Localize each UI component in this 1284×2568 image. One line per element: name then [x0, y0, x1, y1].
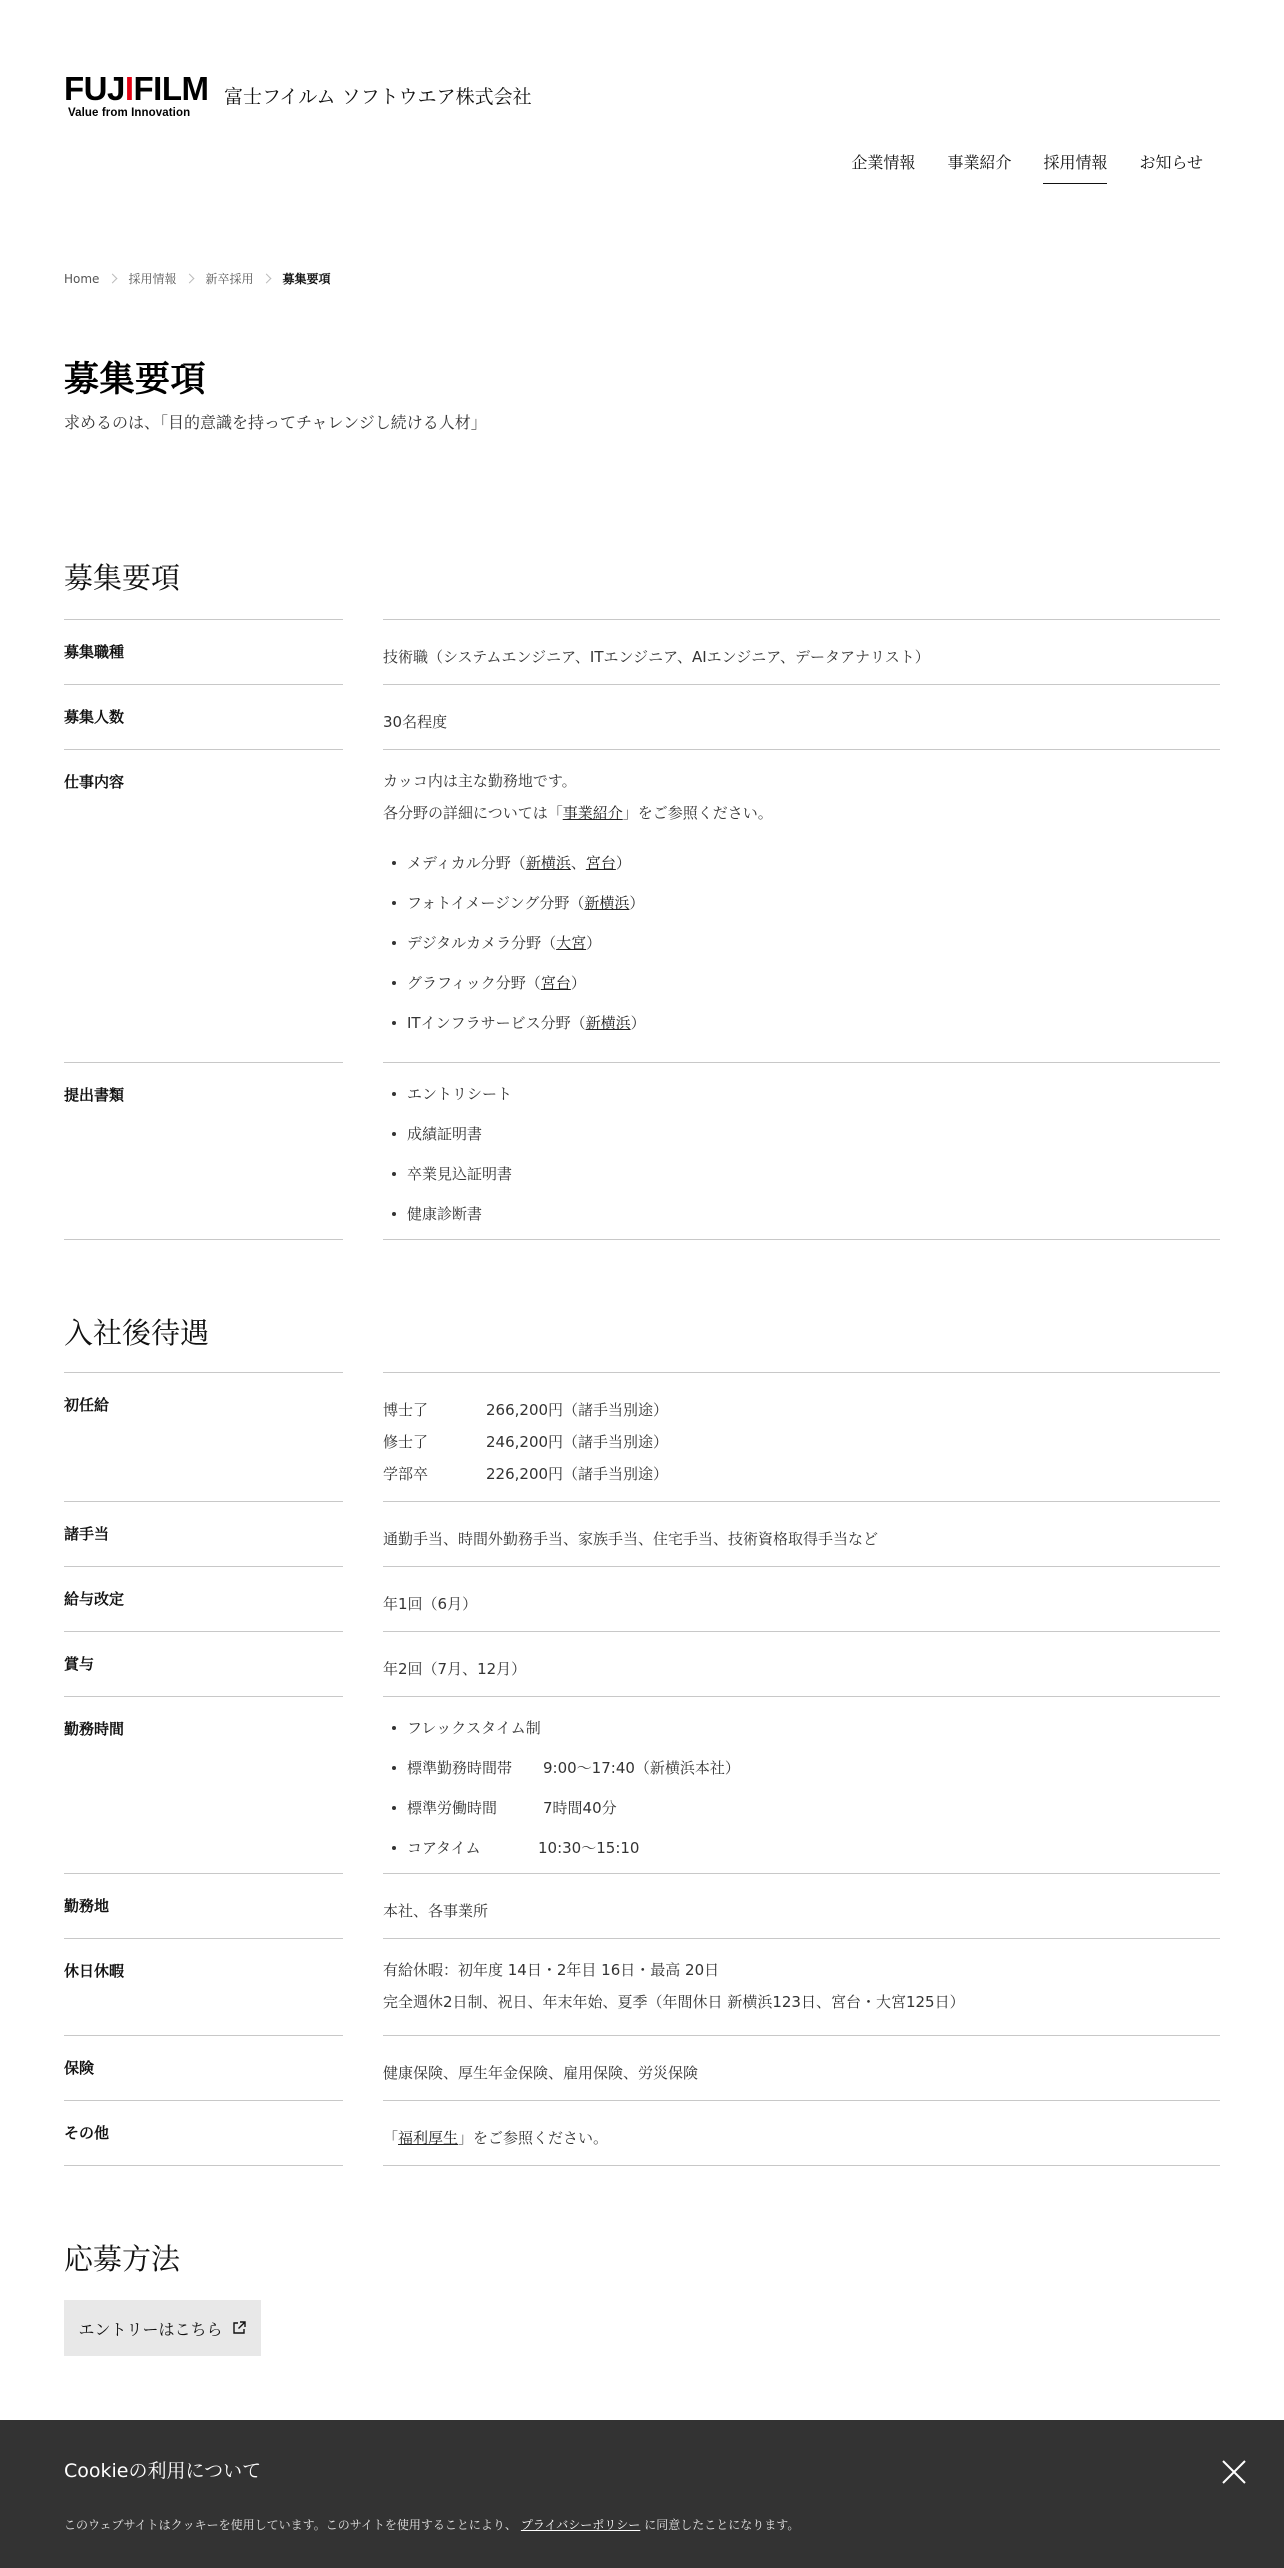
salary-level: 博士了 [383, 1401, 429, 1419]
list-item [383, 1788, 1220, 1828]
table-row [64, 1566, 1220, 1631]
salary-level: 学部卒 [383, 1465, 429, 1483]
salary-amount: 266,200円（諸手当別途） [486, 1401, 669, 1419]
row-label: 勤務地 [64, 1897, 110, 1915]
row-label: 提出書類 [64, 1086, 125, 1104]
privacy-policy-link[interactable]: プライバシーポリシー [520, 2518, 641, 2532]
list-item [383, 883, 1220, 923]
table-row [64, 619, 1220, 684]
row-label: 仕事内容 [64, 773, 125, 791]
chevron-right-icon [262, 274, 272, 284]
field-list [383, 843, 1220, 1043]
global-nav [851, 150, 1203, 184]
row-value: 健康保険、厚生年金保険、雇用保険、労災保険 [383, 2064, 699, 2082]
breadcrumb-recruit[interactable]: 採用情報 [128, 272, 177, 286]
list-item [383, 1748, 1220, 1788]
logo-tagline: Value from Innovation [68, 107, 191, 119]
row-value [383, 1696, 1220, 1873]
table-row [64, 1631, 1220, 1696]
row-label: 諸手当 [64, 1525, 110, 1543]
holiday-line: 完全週休2日制、祝日、年末年始、夏季（年間休日 新横浜123日、宮台・大宮125日） [383, 1993, 965, 2011]
table-row [64, 2035, 1220, 2100]
external-link-icon [231, 2320, 247, 2336]
list-item [383, 1003, 1220, 1043]
entry-button[interactable] [64, 2300, 261, 2356]
other-text: 」をご参照ください。 [458, 2129, 609, 2147]
site-link[interactable]: 宮台 [585, 854, 616, 872]
site-link[interactable]: 大宮 [556, 934, 587, 952]
table-row [64, 1873, 1220, 1938]
section-title-requirements: 募集要項 [64, 561, 181, 595]
row-value [383, 1372, 1220, 1501]
job-content-note: カッコ内は主な勤務地です。 [383, 772, 577, 790]
field-close: ） [615, 854, 631, 872]
nav-item-news[interactable]: お知らせ [1139, 153, 1203, 172]
nav-item-business[interactable]: 事業紹介 [947, 153, 1012, 172]
salary-amount: 246,200円（諸手当別途） [486, 1433, 669, 1451]
nav-item-company[interactable]: 企業情報 [851, 153, 916, 172]
list-item: 成績証明書 [383, 1114, 1220, 1154]
list-item: 健康診断書 [383, 1194, 1220, 1234]
row-value: 本社、各事業所 [383, 1902, 489, 1920]
row-label: 募集人数 [64, 708, 125, 726]
benefits-table [64, 1372, 1220, 2165]
salary-row [383, 1426, 1220, 1458]
list-item [383, 843, 1220, 883]
list-item [383, 963, 1220, 1003]
hours-key: フレックスタイム制 [407, 1719, 541, 1737]
field-name: メディカル分野（ [407, 854, 526, 872]
row-value [383, 1062, 1220, 1239]
chevron-right-icon [108, 274, 118, 284]
hours-key: 標準労働時間 [407, 1799, 498, 1817]
table-row [64, 684, 1220, 749]
cookie-title: Cookieの利用について [64, 2460, 262, 2482]
salary-amount: 226,200円（諸手当別途） [486, 1465, 669, 1483]
table-row [64, 1501, 1220, 1566]
hours-list [383, 1708, 1220, 1868]
field-close: ） [630, 1014, 646, 1032]
breadcrumb [64, 270, 330, 287]
row-label: 保険 [64, 2059, 95, 2077]
entry-button-label: エントリーはこちら [78, 2319, 223, 2339]
hours-value: 7時間40分 [543, 1799, 617, 1817]
other-text: 「 [383, 2129, 399, 2147]
row-label: 募集職種 [64, 643, 125, 661]
cookie-text-pre: このウェブサイトはクッキーを使用しています。このサイトを使用することにより、 [64, 2518, 517, 2532]
table-row [64, 1062, 1220, 1239]
hours-value: 10:30〜15:10 [538, 1839, 640, 1857]
cookie-text-post: に同意したことになります。 [644, 2518, 800, 2532]
field-close: ） [570, 974, 586, 992]
row-value: 通勤手当、時間外勤務手当、家族手当、住宅手当、技術資格取得手当など [383, 1530, 879, 1548]
row-value [383, 1938, 1220, 2035]
field-name: ITインフラサービス分野（ [407, 1014, 586, 1032]
cookie-banner [0, 2420, 1284, 2568]
table-row [64, 1372, 1220, 1501]
field-name: グラフィック分野（ [407, 974, 541, 992]
hours-key: コアタイム [407, 1839, 481, 1857]
table-row [64, 1938, 1220, 2035]
salary-row [383, 1458, 1220, 1490]
list-item: エントリシート [383, 1074, 1220, 1114]
requirements-table [64, 619, 1220, 1239]
row-label: 勤務時間 [64, 1720, 125, 1738]
fujifilm-logo[interactable] [64, 72, 208, 119]
row-label: その他 [64, 2124, 110, 2142]
field-close: ） [629, 894, 645, 912]
field-close: ） [586, 934, 602, 952]
chevron-right-icon [185, 274, 195, 284]
logo-wordmark: FUJIFILM [64, 70, 209, 107]
row-label: 休日休暇 [64, 1962, 125, 1980]
row-label: 初任給 [64, 1396, 110, 1414]
list-item: 卒業見込証明書 [383, 1154, 1220, 1194]
row-value [383, 2100, 1220, 2165]
site-link[interactable]: 新横浜 [584, 894, 630, 912]
row-value: 年2回（7月、12月） [383, 1660, 527, 1678]
list-item [383, 923, 1220, 963]
list-item [383, 1708, 1220, 1748]
nav-item-recruit[interactable]: 採用情報 [1043, 150, 1107, 184]
job-content-detail [383, 797, 1220, 829]
site-sep: 、 [570, 854, 586, 872]
row-value: 技術職（システムエンジニア、ITエンジニア、AIエンジニア、データアナリスト） [383, 648, 930, 666]
salary-level: 修士了 [383, 1433, 429, 1451]
breadcrumb-home[interactable]: Home [64, 271, 100, 286]
document-list [383, 1074, 1220, 1234]
section-title-benefits: 入社後待遇 [64, 1316, 210, 1350]
site-link[interactable]: 新横浜 [585, 1014, 631, 1032]
field-name: フォトイメージング分野（ [407, 894, 585, 912]
business-intro-link[interactable]: 事業紹介 [562, 804, 623, 822]
welfare-link[interactable]: 福利厚生 [398, 2129, 459, 2147]
close-icon[interactable] [1220, 2458, 1248, 2486]
row-value: 30名程度 [383, 713, 448, 731]
site-link[interactable]: 宮台 [540, 974, 571, 992]
table-row [64, 1696, 1220, 1873]
site-link[interactable]: 新横浜 [525, 854, 571, 872]
company-name: 富士フイルム ソフトウエア株式会社 [224, 86, 532, 108]
row-value: 年1回（6月） [383, 1595, 478, 1613]
hours-key: 標準勤務時間帯 [407, 1759, 513, 1777]
cookie-text [64, 2516, 799, 2533]
detail-text: 」をご参照ください。 [622, 804, 773, 822]
hours-value: 9:00〜17:40（新横浜本社） [543, 1759, 740, 1777]
salary-row [383, 1394, 1220, 1426]
row-value [383, 749, 1220, 1062]
table-row [64, 749, 1220, 1062]
row-label: 賞与 [64, 1655, 95, 1673]
list-item [383, 1828, 1220, 1868]
page-title: 募集要項 [64, 360, 207, 400]
page-lead: 求めるのは、「目的意識を持ってチャレンジし続ける人材」 [64, 413, 487, 432]
detail-text: 各分野の詳細については「 [383, 804, 563, 822]
row-label: 給与改定 [64, 1590, 125, 1608]
breadcrumb-current: 募集要項 [282, 272, 331, 286]
breadcrumb-new-grad[interactable]: 新卒採用 [205, 272, 254, 286]
section-title-apply: 応募方法 [64, 2242, 181, 2276]
table-row [64, 2100, 1220, 2165]
field-name: デジタルカメラ分野（ [407, 934, 557, 952]
holiday-line: 有給休暇：初年度 14日・2年目 16日・最高 20日 [383, 1961, 720, 1979]
